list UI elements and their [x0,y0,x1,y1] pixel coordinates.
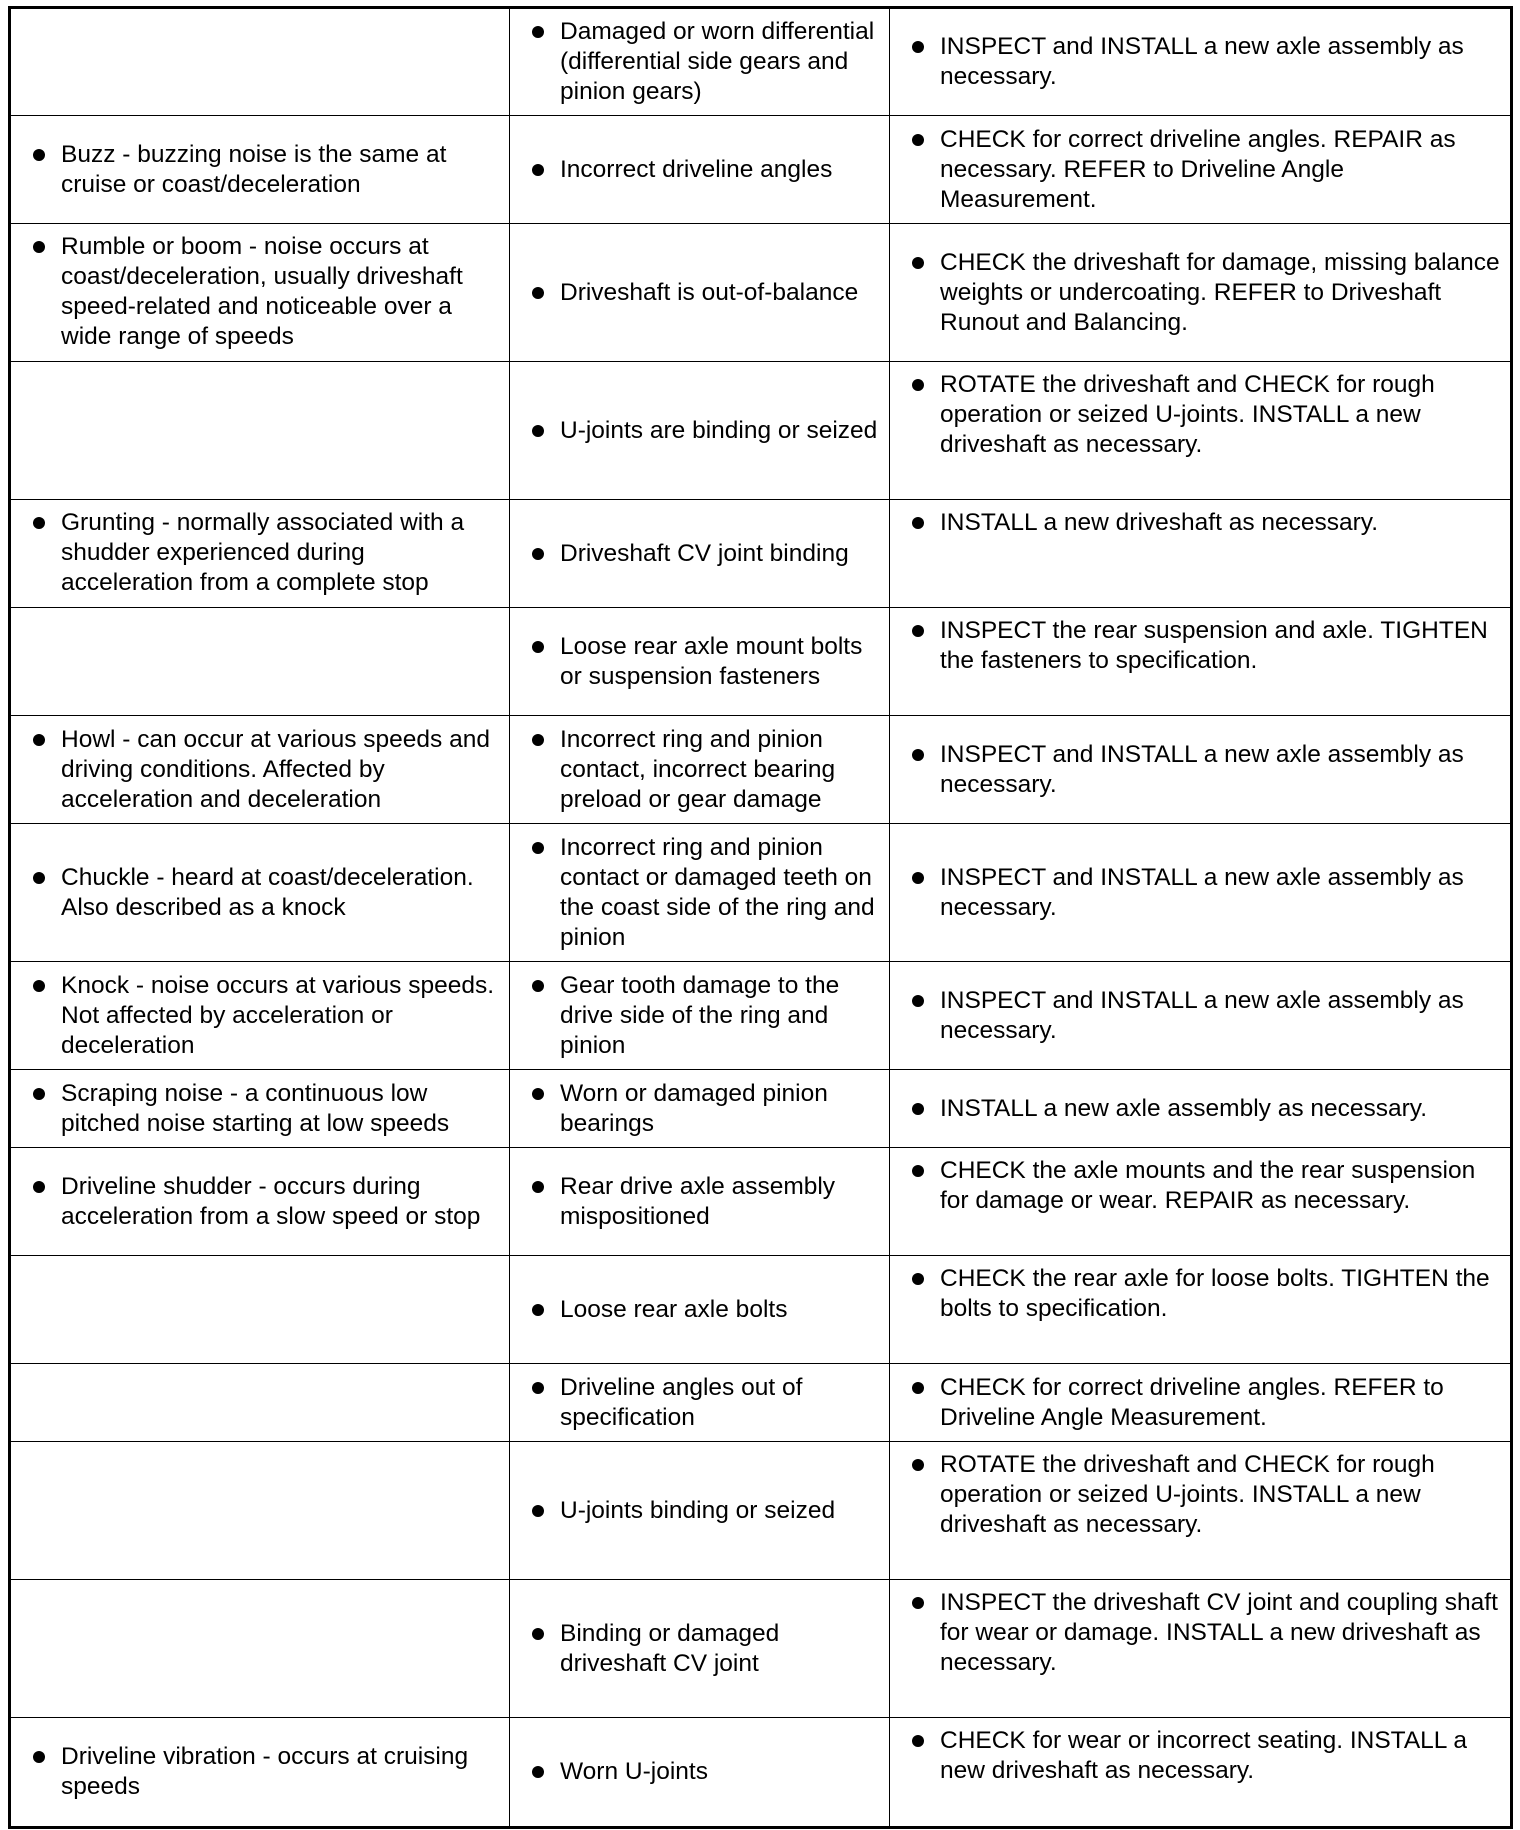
action-text: INSPECT and INSTALL a new axle assembly as necessary. [940,863,1464,921]
cell-cause [510,116,890,224]
table-row [10,500,1512,608]
action-text: CHECK for correct driveline angles. REFER to Driveline Angle Measurement. [940,1373,1444,1431]
condition-bullet-item [23,725,501,815]
cause-text: U-joints are binding or seized [560,416,878,444]
action-bullet-item [902,125,1502,215]
table-row [10,1070,1512,1148]
bullet-dot-icon [532,548,544,560]
bullet-dot-icon [33,241,45,253]
cell-action [890,716,1512,824]
bullet-dot-icon [912,134,924,146]
cell-action [890,500,1512,608]
cause-bullet-item [522,539,881,569]
action-text: INSTALL a new axle assembly as necessary. [940,1094,1428,1122]
cell-action [890,824,1512,962]
cause-text: Driveshaft CV joint binding [560,539,849,567]
action-bullet-item [902,1373,1502,1433]
action-bullet-item [902,32,1502,92]
condition-text: Howl - can occur at various speeds and driving conditions. Affected by acceleration and deceleration [61,725,490,813]
cell-condition [10,824,510,962]
bullet-dot-icon [912,1103,924,1115]
bullet-dot-icon [532,1304,544,1316]
condition-text: Driveline vibration - occurs at cruising speeds [61,1743,469,1800]
bullet-dot-icon [532,734,544,746]
bullet-dot-icon [912,1165,924,1177]
condition-bullet-item [23,140,501,200]
cause-text: Driveline angles out of specification [560,1373,803,1431]
bullet-dot-icon [532,1181,544,1193]
bullet-dot-icon [532,842,544,854]
bullet-dot-icon [33,980,45,992]
cell-action [890,362,1512,500]
cell-action [890,1148,1512,1256]
cause-text: Driveshaft is out-of-balance [560,278,859,306]
cell-action [890,608,1512,716]
cause-bullet-item [522,1295,881,1325]
action-bullet-item [902,740,1502,800]
bullet-dot-icon [532,425,544,437]
cause-bullet-item [522,632,881,692]
bullet-dot-icon [912,625,924,637]
condition-bullet-item [23,971,501,1061]
cause-bullet-item [522,971,881,1061]
action-bullet-item [902,863,1502,923]
cell-action [890,224,1512,362]
condition-text: Rumble or boom - noise occurs at coast/deceleration, usually driveshaft speed-related and noticeable over a wide range of speeds [61,233,463,350]
action-bullet-item [902,248,1502,338]
cell-cause [510,1256,890,1364]
table-row [10,608,1512,716]
cause-bullet-item [522,725,881,815]
table-row [10,1580,1512,1718]
cause-bullet-item [522,1172,881,1232]
cause-bullet-item [522,1619,881,1679]
cause-bullet-item [522,1496,881,1526]
cell-condition [10,500,510,608]
action-text: INSPECT and INSTALL a new axle assembly as necessary. [940,740,1464,798]
cause-text: Worn or damaged pinion bearings [560,1079,828,1137]
cell-cause [510,1580,890,1718]
bullet-dot-icon [33,1088,45,1100]
condition-bullet-item [23,1079,501,1139]
cause-bullet-item [522,1079,881,1139]
cause-text: Binding or damaged driveshaft CV joint [560,1619,780,1677]
bullet-dot-icon [33,517,45,529]
bullet-dot-icon [33,149,45,161]
cause-bullet-item [522,833,881,953]
cause-bullet-item [522,1373,881,1433]
action-text: CHECK for wear or incorrect seating. INSTALL a new driveshaft as necessary. [940,1727,1467,1784]
table-row [10,962,1512,1070]
action-text: CHECK the rear axle for loose bolts. TIGHTEN the bolts to specification. [940,1265,1490,1322]
cause-text: Incorrect driveline angles [560,155,833,183]
condition-text: Grunting - normally associated with a shudder experienced during acceleration from a complete stop [61,509,465,596]
table-row [10,362,1512,500]
cell-condition [10,716,510,824]
cell-action [890,116,1512,224]
bullet-dot-icon [912,749,924,761]
cell-condition [10,608,510,716]
action-text: INSPECT and INSTALL a new axle assembly as necessary. [940,33,1464,90]
action-bullet-item [902,1094,1502,1124]
diagnosis-table [8,6,1513,1829]
cause-bullet-item [522,416,881,446]
bullet-dot-icon [912,1459,924,1471]
cause-bullet-item [522,1757,881,1787]
condition-bullet-item [23,1172,501,1232]
action-text: INSPECT the driveshaft CV joint and coupling shaft for wear or damage. INSTALL a new driveshaft as necessary. [940,1589,1498,1676]
action-text: CHECK the axle mounts and the rear suspension for damage or wear. REPAIR as necessary. [940,1157,1476,1214]
table-row [10,1148,1512,1256]
cell-condition [10,1364,510,1442]
cell-condition [10,1256,510,1364]
table-row [10,1718,1512,1828]
cell-condition [10,1718,510,1828]
condition-text: Driveline shudder - occurs during acceleration from a slow speed or stop [61,1172,481,1230]
cause-text: Incorrect ring and pinion contact, incorrect bearing preload or gear damage [560,725,836,813]
bullet-dot-icon [532,1766,544,1778]
action-bullet-item [902,1264,1502,1324]
cell-condition [10,1442,510,1580]
bullet-dot-icon [532,26,544,38]
action-text: INSPECT the rear suspension and axle. TIGHTEN the fasteners to specification. [940,617,1488,674]
cell-cause [510,1148,890,1256]
cause-bullet-item [522,155,881,185]
bullet-dot-icon [912,1735,924,1747]
cause-text: Incorrect ring and pinion contact or damaged teeth on the coast side of the ring and pinion [560,833,875,951]
action-bullet-item [902,1726,1502,1786]
cause-text: Gear tooth damage to the drive side of the ring and pinion [560,971,840,1059]
cause-text: Loose rear axle mount bolts or suspension fasteners [560,632,863,690]
bullet-dot-icon [532,1382,544,1394]
table-row [10,1364,1512,1442]
bullet-dot-icon [33,1181,45,1193]
cell-cause [510,824,890,962]
table-row [10,824,1512,962]
cell-condition [10,1070,510,1148]
action-bullet-item [902,1588,1502,1678]
table-row [10,1256,1512,1364]
bullet-dot-icon [532,1088,544,1100]
bullet-dot-icon [912,517,924,529]
bullet-dot-icon [912,41,924,53]
bullet-dot-icon [532,641,544,653]
cell-action [890,1718,1512,1828]
bullet-dot-icon [912,1597,924,1609]
condition-text: Knock - noise occurs at various speeds. Not affected by acceleration or deceleration [61,971,495,1059]
bullet-dot-icon [912,257,924,269]
cause-bullet-item [522,278,881,308]
cause-text: Damaged or worn differential (differential side gears and pinion gears) [560,18,875,105]
action-bullet-item [902,1450,1502,1540]
cell-condition [10,116,510,224]
bullet-dot-icon [532,1628,544,1640]
cell-condition [10,1148,510,1256]
condition-bullet-item [23,863,501,923]
table-row [10,8,1512,116]
action-bullet-item [902,1156,1502,1216]
action-bullet-item [902,986,1502,1046]
cause-text: U-joints binding or seized [560,1496,836,1524]
cause-bullet-item [522,17,881,107]
action-text: ROTATE the driveshaft and CHECK for rough operation or seized U-joints. INSTALL a new driveshaft as necessary. [940,371,1435,458]
bullet-dot-icon [912,872,924,884]
condition-text: Buzz - buzzing noise is the same at cruise or coast/deceleration [61,140,447,198]
cell-cause [510,1364,890,1442]
cause-text: Loose rear axle bolts [560,1295,788,1323]
action-text: INSPECT and INSTALL a new axle assembly as necessary. [940,986,1464,1044]
cell-action [890,8,1512,116]
cause-text: Rear drive axle assembly mispositioned [560,1172,836,1230]
action-text: INSTALL a new driveshaft as necessary. [940,509,1379,536]
cell-cause [510,962,890,1070]
cell-action [890,1442,1512,1580]
table-row [10,1442,1512,1580]
cell-condition [10,224,510,362]
cell-cause [510,1718,890,1828]
bullet-dot-icon [33,872,45,884]
cell-condition [10,1580,510,1718]
cell-cause [510,224,890,362]
cell-condition [10,8,510,116]
condition-text: Chuckle - heard at coast/deceleration. Also described as a knock [61,863,474,921]
cell-condition [10,362,510,500]
condition-bullet-item [23,508,501,598]
table-row [10,716,1512,824]
cell-action [890,1256,1512,1364]
cell-cause [510,1442,890,1580]
cell-condition [10,962,510,1070]
cell-cause [510,716,890,824]
cell-action [890,1070,1512,1148]
bullet-dot-icon [912,1273,924,1285]
action-text: CHECK for correct driveline angles. REPAIR as necessary. REFER to Driveline Angle Measurement. [940,125,1456,213]
action-bullet-item [902,616,1502,676]
bullet-dot-icon [532,287,544,299]
cell-cause [510,500,890,608]
cell-action [890,1580,1512,1718]
bullet-dot-icon [532,164,544,176]
condition-bullet-item [23,232,501,352]
bullet-dot-icon [532,980,544,992]
cell-cause [510,608,890,716]
action-bullet-item [902,370,1502,460]
bullet-dot-icon [33,1751,45,1763]
cell-cause [510,362,890,500]
action-text: ROTATE the driveshaft and CHECK for rough operation or seized U-joints. INSTALL a new driveshaft as necessary. [940,1451,1435,1538]
condition-bullet-item [23,1742,501,1802]
cell-cause [510,1070,890,1148]
table-row [10,224,1512,362]
bullet-dot-icon [912,1382,924,1394]
action-bullet-item [902,508,1502,538]
condition-text: Scraping noise - a continuous low pitched noise starting at low speeds [61,1079,450,1137]
bullet-dot-icon [532,1505,544,1517]
bullet-dot-icon [912,379,924,391]
table-body [10,8,1512,1828]
cell-action [890,962,1512,1070]
bullet-dot-icon [33,734,45,746]
cause-text: Worn U-joints [560,1758,708,1785]
table-row [10,116,1512,224]
bullet-dot-icon [912,995,924,1007]
cell-action [890,1364,1512,1442]
cell-cause [510,8,890,116]
action-text: CHECK the driveshaft for damage, missing balance weights or undercoating. REFER to Driveshaft Runout and Balancing. [940,248,1500,336]
